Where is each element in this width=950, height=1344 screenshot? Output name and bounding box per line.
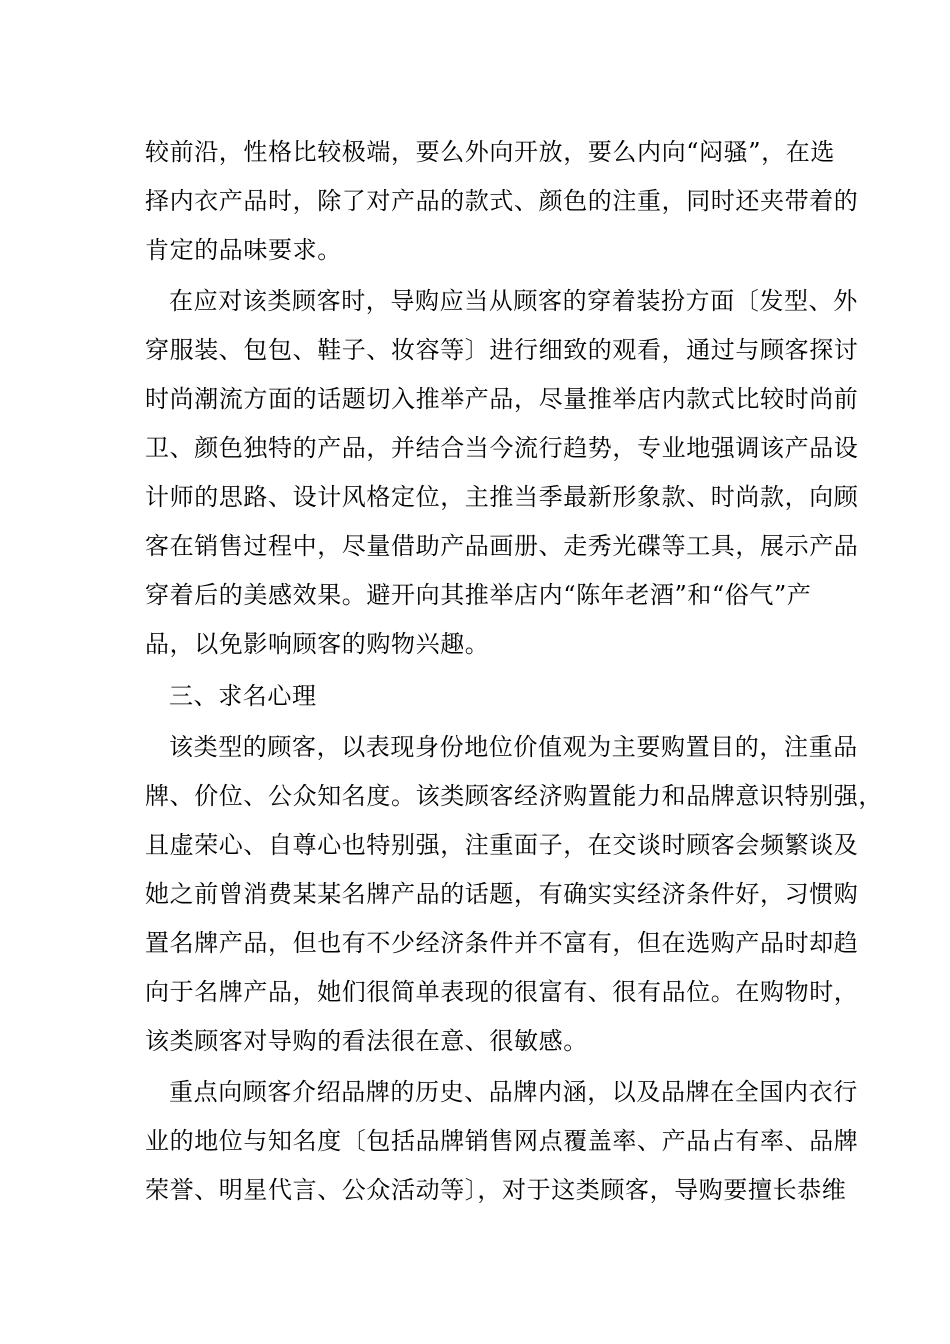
text-line: 肯定的品味要求。 <box>145 236 342 264</box>
text-line: 时尚潮流方面的话题切入推举产品，尽量推举店内款式比较时尚前 <box>145 385 859 413</box>
text-line: 牌、价位、公众知名度。该类顾客经济购置能力和品牌意识特别强， <box>145 782 883 810</box>
text-line: 择内衣产品时，除了对产品的款式、颜色的注重，同时还夹带着的 <box>145 187 859 215</box>
text-line: 计师的思路、设计风格定位，主推当季最新形象款、时尚款，向顾 <box>145 483 859 511</box>
text-line: 业的地位与知名度〔包括品牌销售网点覆盖率、产品占有率、品牌 <box>145 1127 859 1155</box>
text-line: 穿服装、包包、鞋子、妆容等〕进行细致的观看，通过与顾客探讨 <box>145 336 859 364</box>
text-line: 置名牌产品，但也有不少经济条件并不富有，但在选购产品时却趋 <box>145 929 859 957</box>
text-line: 向于名牌产品，她们很简单表现的很富有、很有品位。在购物时， <box>145 978 859 1006</box>
text-line: 穿着后的美感效果。避开向其推举店内“陈年老酒”和“俗气”产 <box>145 581 812 609</box>
paragraph-first-line: 在应对该类顾客时，导购应当从顾客的穿着装扮方面〔发型、外 <box>169 287 858 315</box>
text-line: 该类顾客对导购的看法很在意、很敏感。 <box>145 1027 588 1055</box>
text-line: 她之前曾消费某某名牌产品的话题，有确实实经济条件好，习惯购 <box>145 880 859 908</box>
text-line: 卫、颜色独特的产品，并结合当今流行趋势，专业地强调该产品设 <box>145 434 859 462</box>
text-line: 客在销售过程中，尽量借助产品画册、走秀光碟等工具，展示产品 <box>145 532 859 560</box>
paragraph-first-line: 重点向顾客介绍品牌的历史、品牌内涵，以及品牌在全国内衣行 <box>169 1078 858 1106</box>
text-line: 品，以免影响顾客的购物兴趣。 <box>145 630 490 658</box>
text-line: 且虚荣心、自尊心也特别强，注重面子，在交谈时顾客会频繁谈及 <box>145 831 859 859</box>
text-line: 荣誉、明星代言、公众活动等〕，对于这类顾客，导购要擅长恭维 <box>145 1176 847 1204</box>
paragraph-first-line: 该类型的顾客，以表现身份地位价值观为主要购置目的，注重品 <box>169 733 858 761</box>
section-heading: 三、求名心理 <box>169 682 317 710</box>
text-line: 较前沿，性格比较极端，要么外向开放，要么内向“闷骚”，在选 <box>145 138 835 166</box>
